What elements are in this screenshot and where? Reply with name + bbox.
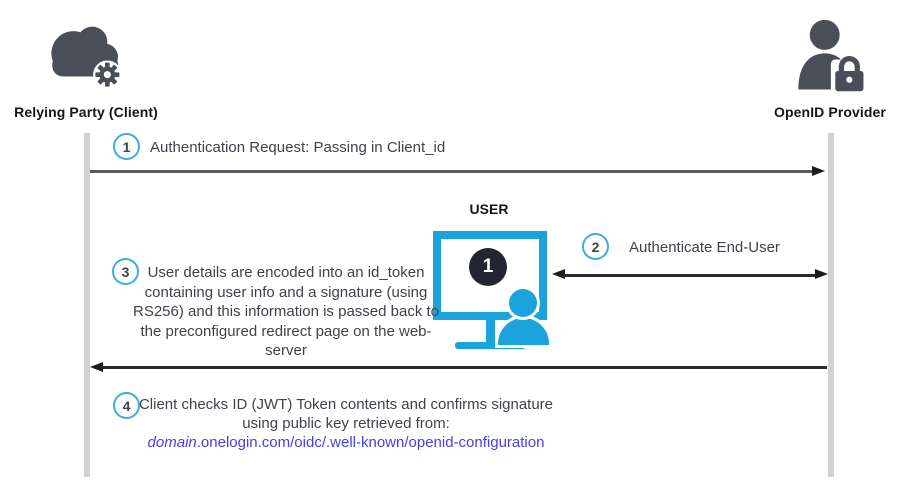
step-2-arrow-line xyxy=(563,274,816,277)
step-3-number: 3 xyxy=(121,263,130,280)
user-badge: 1 xyxy=(469,248,507,286)
step-4-number: 4 xyxy=(122,397,131,414)
user-lock-icon xyxy=(786,16,874,96)
step-4-label xyxy=(112,395,580,452)
person-head-icon xyxy=(509,289,537,317)
relying-party-label: Relying Party (Client) xyxy=(14,104,158,120)
step-4-line1: Client checks ID (JWT) Token contents and confirms signature xyxy=(138,396,554,413)
step-3-arrow-line xyxy=(101,366,827,369)
lifeline-relying-party xyxy=(84,133,90,477)
person-icon xyxy=(498,318,549,345)
openid-provider-actor xyxy=(745,16,900,120)
relying-party-actor xyxy=(1,16,171,120)
step-2-badge xyxy=(582,233,609,260)
cloud-gear-icon xyxy=(40,16,132,96)
monitor-stand xyxy=(486,320,495,343)
user-label: USER xyxy=(469,201,509,217)
openid-provider-label: OpenID Provider xyxy=(774,104,886,120)
step-2-label: Authenticate End-User xyxy=(629,239,780,256)
url-domain-part: domain xyxy=(147,434,197,451)
arrow-right-icon xyxy=(812,166,825,176)
step-1-label: Authentication Request: Passing in Client_id xyxy=(150,139,446,156)
step-1-badge xyxy=(113,133,140,160)
lifeline-openid-provider xyxy=(828,133,834,477)
openid-configuration-url[interactable] xyxy=(112,433,580,452)
step-2-number: 2 xyxy=(591,238,600,255)
step-1-number: 1 xyxy=(122,138,131,155)
step-4-line2: using public key retrieved from: xyxy=(242,415,450,432)
step-3-label: User details are encoded into an id_token containing user info and a signature (using RS256) and this information is passed back to the preconfigured redirect page on the web-server xyxy=(133,264,439,359)
url-rest-part: .onelogin.com/oidc/.well-known/openid-configuration xyxy=(196,434,545,451)
arrow-right-icon xyxy=(815,269,828,279)
step-1-arrow-line xyxy=(90,170,813,173)
